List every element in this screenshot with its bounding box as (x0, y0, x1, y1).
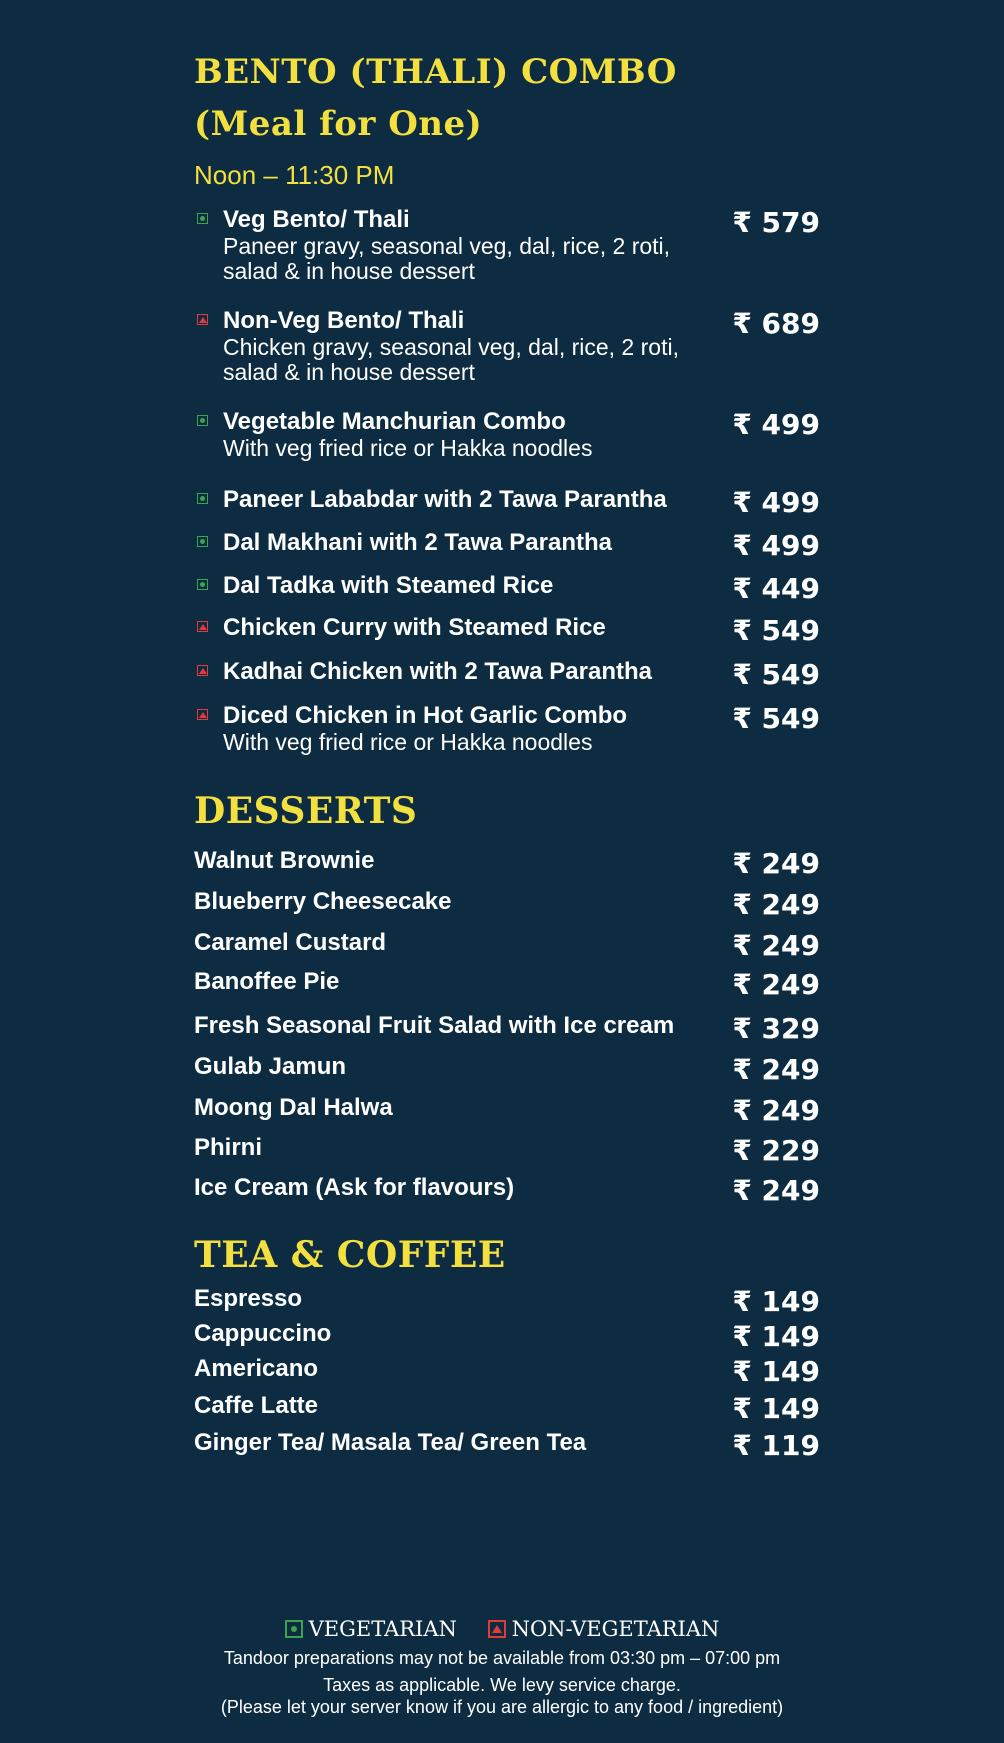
list-item (194, 1094, 820, 1127)
list-item (194, 614, 820, 647)
list-item (194, 847, 820, 880)
item-price: ₹ 249 (732, 847, 820, 880)
item-name: Espresso (194, 1285, 303, 1312)
list-item (194, 486, 820, 519)
legend-nonveg-label: NON-VEGETARIAN (511, 1617, 720, 1641)
item-name: Ginger Tea/ Masala Tea/ Green Tea (194, 1429, 587, 1456)
veg-icon (197, 213, 208, 224)
item-price: ₹ 119 (732, 1429, 820, 1462)
item-price: ₹ 229 (732, 1134, 820, 1167)
non-veg-icon (197, 314, 208, 325)
item-name: Americano (194, 1355, 319, 1382)
legend-nonveg (488, 1617, 720, 1641)
bento-timing: Noon – 11:30 PM (194, 160, 395, 190)
item-description: salad & in house dessert (223, 359, 475, 385)
item-name: Dal Makhani with 2 Tawa Parantha (223, 529, 612, 556)
item-price: ₹ 549 (732, 614, 820, 647)
item-price: ₹ 689 (732, 307, 820, 340)
item-description: Paneer gravy, seasonal veg, dal, rice, 2 roti, (223, 233, 671, 259)
bento-heading: BENTO (THALI) COMBO (194, 52, 677, 92)
item-name: Paneer Lababdar with 2 Tawa Parantha (223, 486, 667, 513)
item-description: Chicken gravy, seasonal veg, dal, rice, 2 roti, (223, 334, 679, 360)
item-price: ₹ 149 (732, 1392, 820, 1425)
list-item (194, 1012, 820, 1045)
item-name: Blueberry Cheesecake (194, 888, 452, 915)
legend (0, 1617, 1004, 1643)
item-name: Fresh Seasonal Fruit Salad with Ice cream (194, 1012, 675, 1039)
item-price: ₹ 499 (732, 529, 820, 562)
item-price: ₹ 549 (732, 702, 820, 735)
list-item (194, 1355, 820, 1388)
list-item (194, 1392, 820, 1425)
item-description: With veg fried rice or Hakka noodles (223, 729, 593, 755)
list-item (194, 572, 820, 605)
veg-icon (197, 536, 208, 547)
item-name: Chicken Curry with Steamed Rice (223, 614, 606, 641)
item-name: Dal Tadka with Steamed Rice (223, 572, 554, 599)
item-name: Gulab Jamun (194, 1053, 347, 1080)
tea-coffee-heading: TEA & COFFEE (194, 1234, 506, 1276)
item-name: Caramel Custard (194, 929, 387, 956)
list-item (194, 1320, 820, 1353)
desserts-heading: DESSERTS (194, 790, 418, 832)
list-item (194, 1053, 820, 1086)
veg-icon (197, 415, 208, 426)
item-name: Diced Chicken in Hot Garlic Combo (223, 702, 628, 729)
item-name: Non-Veg Bento/ Thali (223, 307, 465, 334)
item-price: ₹ 449 (732, 572, 820, 605)
list-item (194, 1285, 820, 1318)
item-price: ₹ 329 (732, 1012, 820, 1045)
item-price: ₹ 249 (732, 1094, 820, 1127)
list-item (194, 1174, 820, 1207)
item-price: ₹ 249 (732, 968, 820, 1001)
item-price: ₹ 249 (732, 929, 820, 962)
item-price: ₹ 149 (732, 1355, 820, 1388)
item-price: ₹ 249 (732, 1053, 820, 1086)
list-item (194, 529, 820, 562)
footer-note: Taxes as applicable. We levy service charge. (323, 1675, 681, 1695)
item-name: Caffe Latte (194, 1392, 319, 1419)
item-name: Veg Bento/ Thali (223, 206, 410, 233)
footer-note: Tandoor preparations may not be available from 03:30 pm – 07:00 pm (223, 1648, 781, 1668)
item-name: Banoffee Pie (194, 968, 340, 995)
item-price: ₹ 149 (732, 1320, 820, 1353)
veg-icon (197, 493, 208, 504)
list-item (194, 206, 820, 284)
item-name: Ice Cream (Ask for flavours) (194, 1174, 515, 1201)
item-description: With veg fried rice or Hakka noodles (223, 435, 593, 461)
item-name: Kadhai Chicken with 2 Tawa Parantha (223, 658, 652, 685)
item-name: Walnut Brownie (194, 847, 375, 874)
non-veg-icon (197, 621, 208, 632)
item-price: ₹ 549 (732, 658, 820, 691)
item-name: Moong Dal Halwa (194, 1094, 393, 1121)
item-price: ₹ 499 (732, 486, 820, 519)
footer-note: (Please let your server know if you are allergic to any food / ingredient) (220, 1697, 784, 1717)
item-description: salad & in house dessert (223, 258, 475, 284)
item-name: Vegetable Manchurian Combo (223, 408, 566, 435)
item-price: ₹ 149 (732, 1285, 820, 1318)
veg-icon (197, 579, 208, 590)
item-name: Cappuccino (194, 1320, 332, 1347)
list-item (194, 307, 820, 385)
veg-icon (285, 1620, 303, 1638)
list-item (194, 929, 820, 962)
list-item (194, 888, 820, 921)
non-veg-icon (197, 709, 208, 720)
list-item (194, 702, 820, 755)
item-name: Phirni (194, 1134, 263, 1161)
list-item (194, 658, 820, 691)
non-veg-icon (488, 1620, 506, 1638)
item-price: ₹ 249 (732, 1174, 820, 1207)
non-veg-icon (197, 665, 208, 676)
list-item (194, 1134, 820, 1167)
legend-veg-label: VEGETARIAN (308, 1617, 457, 1641)
bento-subheading: (Meal for One) (194, 104, 483, 144)
legend-veg (285, 1617, 457, 1641)
item-price: ₹ 499 (732, 408, 820, 441)
list-item (194, 968, 820, 1001)
list-item (194, 408, 820, 461)
list-item (194, 1429, 820, 1462)
item-price: ₹ 249 (732, 888, 820, 921)
item-price: ₹ 579 (732, 206, 820, 239)
